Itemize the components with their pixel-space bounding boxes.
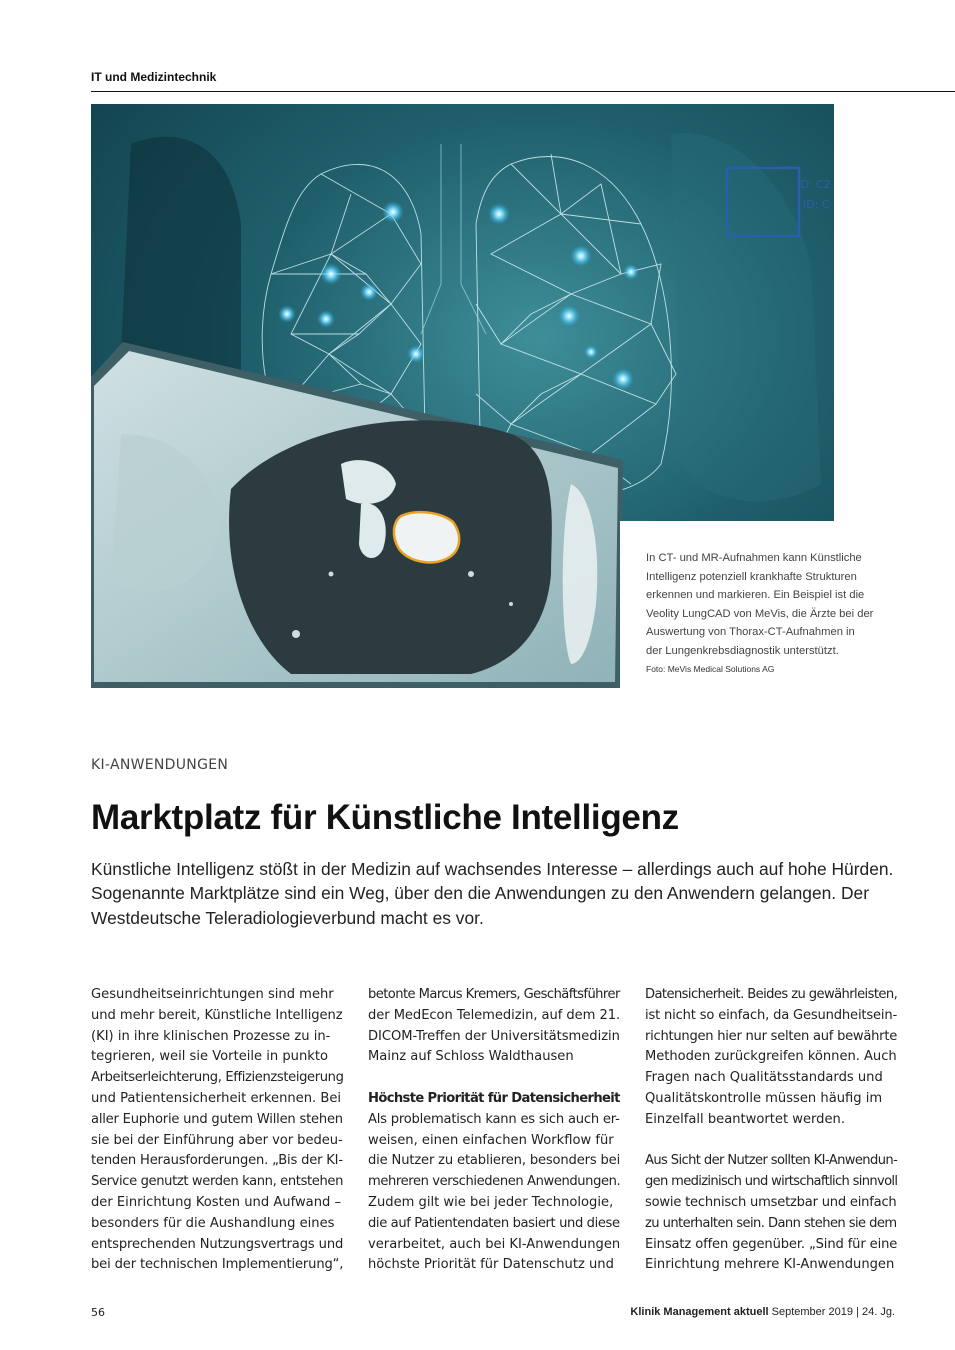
body-text-line: entsprechenden Nutzungsvertrags und [91,1236,344,1252]
issue-date: September 2019 [771,1306,853,1318]
body-text-line: tenden Herausforderungen. „Bis der KI- [91,1153,343,1169]
caption-line: erkennen und markieren. Ein Beispiel ist die [646,589,865,602]
text-column-3 [645,985,897,1276]
body-text-line: (KI) in ihre klinischen Prozesse zu in- [91,1028,331,1044]
caption-line: Intelligenz potenziell krankhafte Strukturen [646,570,857,583]
body-text-line: Einzelfall beantwortet werden. [645,1111,846,1127]
body-text-line: Arbeitserleichterung, Effizienzsteigerung [91,1070,344,1086]
caption-line: In CT- und MR-Aufnahmen kann Künstliche [646,552,862,564]
body-text-line: der Einrichtung Kosten und Aufwand – [91,1194,342,1210]
body-text-line: die Nutzer zu etablieren, besonders bei [368,1153,621,1169]
body-text-line: Qualitätskontrolle müssen häufig im [645,1090,883,1106]
body-text-line: Mainz auf Schloss Waldthausen [368,1049,574,1065]
caption-line: der Lungenkrebsdiagnostik unterstützt. [646,644,839,657]
body-text-line: Als problematisch kann es sich auch er- [368,1111,620,1127]
photo-credit: Foto: MeVis Medical Solutions AG [646,664,775,674]
lead-line: Westdeutsche Teleradiologieverbund macht es vor. [91,907,484,928]
body-text-line: gen medizinisch und wirtschaftlich sinnvoll [645,1174,898,1190]
paragraph-gap [645,1131,897,1152]
body-text-line: betonte Marcus Kremers, Geschäftsführer [368,987,620,1002]
page-number: 56 [91,1306,105,1319]
body-text-line: mehreren verschiedenen Anwendungen. [368,1174,621,1190]
body-text-line: Einsatz offen gegenüber. „Sind für eine [645,1236,898,1252]
footer-issue-info [630,1306,895,1318]
lead-line: Künstliche Intelligenz stößt in der Medizin auf wachsendes Interesse – allerdings auch auf hohe Hürden. [91,859,894,879]
lead-line: Sogenannte Marktplätze sind ein Weg, über den die Anwendungen zu den Anwendern gelangen. Der [91,883,869,904]
body-text-line: Service genutzt werden kann, entstehen [91,1174,344,1190]
volume: 24. Jg. [861,1306,895,1318]
figure-caption [646,549,896,661]
ct-scan-slice [91,342,623,688]
body-text-line: zu unterhalten sein. Dann stehen sie dem [645,1215,897,1231]
magazine-name: Klinik Management aktuell [630,1306,769,1318]
detection-label-2: ID: C [803,198,830,211]
body-text-line: sowie technisch umsetzbar und einfach [645,1194,897,1210]
body-text-line: Zudem gilt wie bei jeder Technologie, [368,1194,614,1210]
body-text-line: die auf Patientendaten basiert und diese [368,1215,620,1231]
section-header: IT und Medizintechnik [91,70,217,84]
article-lead [91,857,894,930]
text-column-1 [91,985,343,1276]
text-column-2 [368,985,620,1276]
detection-label-1: ID: C2 [797,178,831,191]
section-divider [91,91,955,92]
nodule-marker [394,512,459,562]
body-text-line: und mehr bereit, Künstliche Intelligenz [91,1007,343,1023]
body-text-line: aller Euphorie und gutem Willen stehen [91,1111,343,1127]
body-text-line: tegrieren, weil sie Vorteile in punkto [91,1049,328,1065]
body-text-line: Datensicherheit. Beides zu gewährleisten, [645,987,898,1002]
body-text-line: bei der technischen Implementierung“, [91,1257,344,1273]
body-text-line: Fragen nach Qualitätsstandards und [645,1070,883,1086]
body-text-line: besonders für die Aushandlung eines [91,1215,335,1231]
body-text-line: sie bei der Einführung aber vor bedeu- [91,1132,343,1148]
article-kicker: KI-ANWENDUNGEN [91,757,229,773]
caption-line: Veolity LungCAD von MeVis, die Ärzte bei der [646,607,874,620]
body-text-line: Gesundheitseinrichtungen sind mehr [91,987,334,1002]
body-text-line: höchste Priorität für Datenschutz und [368,1257,614,1273]
body-text-line: Methoden zurückgreifen können. Auch [645,1049,897,1065]
subheading: Höchste Priorität für Datensicherheit [368,1090,620,1106]
paragraph-gap [368,1068,620,1089]
body-text-line: Aus Sicht der Nutzer sollten KI-Anwendun- [645,1153,898,1169]
body-text-line: richtungen hier nur selten auf bewährte [645,1028,897,1044]
body-text-line: und Patientensicherheit erkennen. Bei [91,1090,342,1106]
body-text-line: ist nicht so einfach, da Gesundheitsein- [645,1007,898,1023]
body-text-line: weisen, einen einfachen Workflow für [368,1132,614,1148]
article-title: Marktplatz für Künstliche Intelligenz [91,798,679,837]
caption-line: Auswertung von Thorax-CT-Aufnahmen in [646,626,855,639]
glowing-nodes [278,201,639,390]
body-text-line: verarbeitet, auch bei KI-Anwendungen [368,1236,621,1252]
body-text-line: der MedEcon Telemedizin, auf dem 21. [368,1007,621,1023]
body-text-line: DICOM-Treffen der Universitätsmedizin [368,1028,620,1044]
body-text-line: Einrichtung mehrere KI-Anwendungen [645,1257,895,1273]
footer-separator: | [856,1306,859,1318]
